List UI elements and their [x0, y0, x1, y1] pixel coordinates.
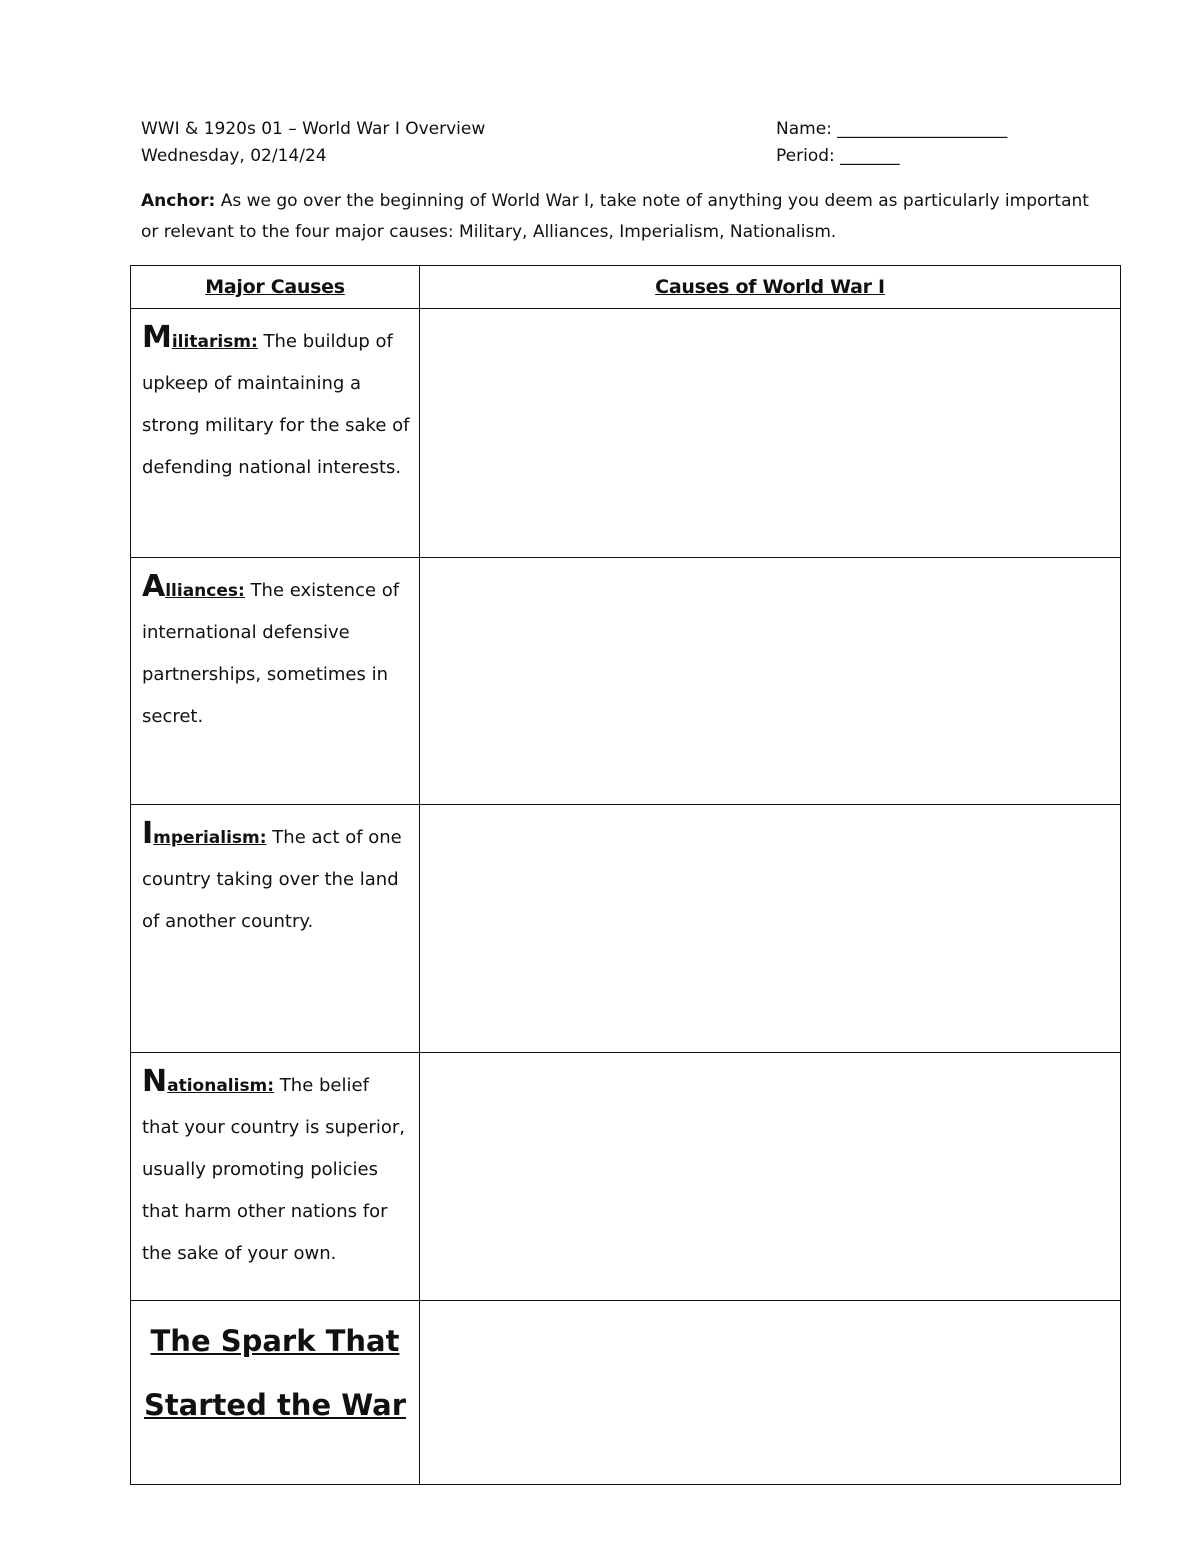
- cause-initial: N: [142, 1064, 168, 1099]
- spark-heading-cell: [131, 1301, 420, 1485]
- notes-cell-militarism[interactable]: [420, 309, 1121, 558]
- cause-cell-militarism: [131, 309, 420, 558]
- worksheet-title: WWI & 1920s 01 – World War I Overview: [141, 119, 486, 139]
- name-field[interactable]: Name: ____________________: [776, 119, 1008, 139]
- notes-cell-spark[interactable]: [420, 1301, 1121, 1485]
- worksheet-header-left: [141, 116, 485, 170]
- cause-initial: I: [142, 816, 154, 851]
- spark-heading-line2: Started the War: [143, 1388, 407, 1422]
- cause-term: ilitarism:: [171, 332, 258, 352]
- worksheet-date: Wednesday, 02/14/24: [141, 146, 327, 166]
- cause-definition: The act of one country taking over the land of another country.: [142, 827, 402, 932]
- cause-definition: The existence of international defensive partnerships, sometimes in secret.: [142, 580, 400, 727]
- column-header-major-causes: Major Causes: [131, 266, 420, 309]
- cause-definition: The buildup of upkeep of maintaining a strong military for the sake of defending national interests.: [142, 331, 410, 478]
- cause-definition: The belief that your country is superior, usually promoting policies that harm other nations for the sake of your own.: [142, 1075, 405, 1264]
- anchor-text: As we go over the beginning of World War I, take note of anything you deem as particularly important or relevant to the four major causes: Military, Alliances, Imperialism, Nationalism.: [141, 191, 1089, 242]
- notes-cell-alliances[interactable]: [420, 558, 1121, 805]
- table-header-row: [131, 266, 1121, 309]
- cause-cell-alliances: [131, 558, 420, 805]
- cause-cell-nationalism: [131, 1053, 420, 1301]
- cause-term: ationalism:: [167, 1076, 275, 1096]
- cause-term: lliances:: [165, 581, 245, 601]
- anchor-prompt: [141, 186, 1101, 248]
- table-row: [131, 805, 1121, 1053]
- causes-table: [130, 265, 1121, 1485]
- notes-cell-imperialism[interactable]: [420, 805, 1121, 1053]
- column-header-causes-of-wwi: Causes of World War I: [420, 266, 1121, 309]
- table-row: [131, 309, 1121, 558]
- cause-cell-imperialism: [131, 805, 420, 1053]
- period-field[interactable]: Period: _______: [776, 146, 900, 166]
- anchor-label: Anchor:: [141, 191, 216, 211]
- table-row: [131, 1053, 1121, 1301]
- worksheet-header-right: [776, 116, 1007, 170]
- cause-initial: A: [142, 569, 166, 604]
- cause-initial: M: [142, 320, 172, 355]
- spark-heading-line1: The Spark That: [150, 1324, 400, 1358]
- table-row: [131, 1301, 1121, 1485]
- table-row: [131, 558, 1121, 805]
- cause-term: mperialism:: [153, 828, 267, 848]
- notes-cell-nationalism[interactable]: [420, 1053, 1121, 1301]
